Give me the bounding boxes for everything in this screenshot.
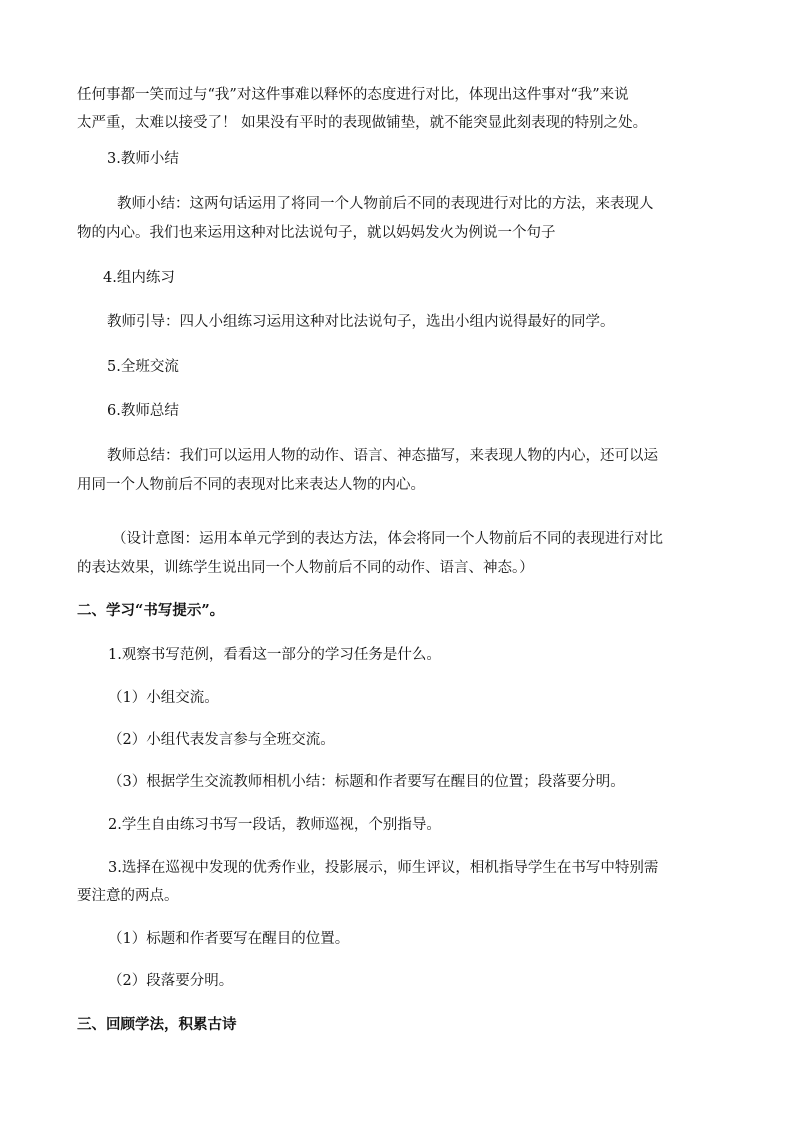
step-heading-class-exchange: 5.全班交流 <box>107 359 179 375</box>
text-line: 教师总结：我们可以运用人物的动作、语言、神态描写，来表现人物的内心，还可以运 <box>107 448 658 464</box>
step-heading-teacher-conclusion: 6.教师总结 <box>107 403 179 419</box>
point-paragraphs-distinct: （2）段落要分明。 <box>108 973 234 989</box>
step-free-practice: 2.学生自由练习书写一段话，教师巡视，个别指导。 <box>108 817 441 833</box>
sub-step-teacher-summary: （3）根据学生交流教师相机小结：标题和作者要写在醒目的位置；段落要分明。 <box>108 774 625 790</box>
text-line: 物的内心。我们也来运用这种对比法说句子，就以妈妈发火为例说一个句子 <box>77 225 556 241</box>
text-line: 太严重，太难以接受了！ 如果没有平时的表现做铺垫，就不能突显此刻表现的特别之处。 <box>77 115 648 131</box>
point-title-and-author: （1）标题和作者要写在醒目的位置。 <box>108 931 350 947</box>
text-line: 要注意的两点。 <box>77 888 179 904</box>
text-line: 用同一个人物前后不同的表现对比来表达人物的内心。 <box>77 477 425 493</box>
text-line: 的表达效果，训练学生说出同一个人物前后不同的动作、语言、神态。） <box>77 560 534 576</box>
section-heading-review-poems: 三、回顾学法，积累古诗 <box>77 1016 237 1033</box>
sub-step-group-exchange: （1）小组交流。 <box>108 690 219 706</box>
sub-step-representative-speech: （2）小组代表发言参与全班交流。 <box>108 732 335 748</box>
text-line: （设计意图：运用本单元学到的表达方法，体会将同一个人物前后不同的表现进行对比 <box>112 531 663 547</box>
text-line: 3.选择在巡视中发现的优秀作业，投影展示，师生评议，相机指导学生在书写中特别需 <box>108 860 659 876</box>
paragraph-teacher-guidance: 教师引导：四人小组练习运用这种对比法说句子，选出小组内说得最好的同学。 <box>107 314 615 330</box>
step-heading-teacher-summary: 3.教师小结 <box>107 151 179 167</box>
text-line: 教师小结：这两句话运用了将同一个人物前后不同的表现进行对比的方法，来表现人 <box>117 196 654 212</box>
section-heading-writing-tips: 二、学习“书写提示”。 <box>77 602 225 619</box>
step-heading-group-practice: 4.组内练习 <box>103 270 175 286</box>
text-line: 任何事都一笑而过与“我”对这件事难以释怀的态度进行对比，体现出这件事对“我”来说 <box>77 87 629 103</box>
step-observe-example: 1.观察书写范例，看看这一部分的学习任务是什么。 <box>108 647 441 663</box>
